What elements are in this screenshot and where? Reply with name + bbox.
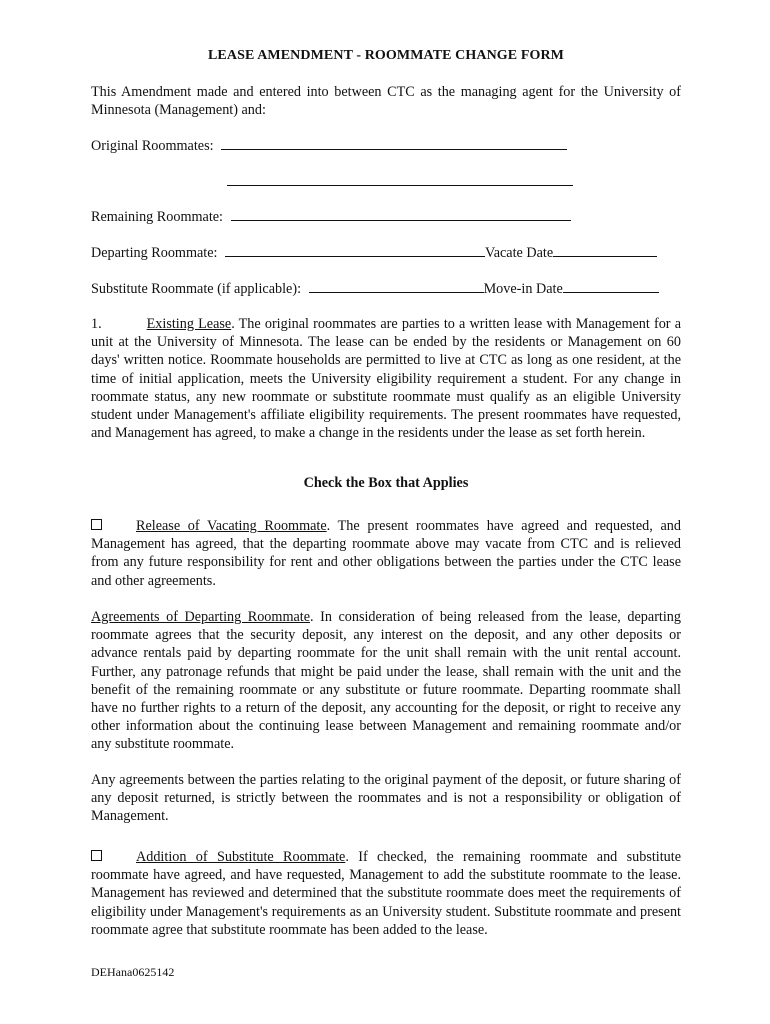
release-text: . The present roommates have agreed and requested, and Management has agreed, that the departing roommate above may vacate from CTC and is relieved from any future responsibility for rent and other obligations between the parties under the CTC lease and other agreements. — [91, 518, 681, 589]
agreements-text: . In consideration of being released from the lease, departing roommate agrees that the security deposit, any interest on the deposit, and any other deposits or advance rentals paid by departing roommate for the unit shall remain with the unit rental account. Further, any patronage refunds that might be paid under the lease, shall remain with the unit and the benefit of the remaining roommate or any substitute or future roommate. Departing roommate shall have no further rights to a return of the deposit, any accounting for the deposit, or right to receive any other information about the continuing lease between Management and remaining roommate and/or any substitute roommate. — [91, 609, 681, 753]
substitute-roommate-row — [91, 278, 659, 298]
original-roommates-label: Original Roommates: — [91, 138, 214, 154]
release-checkbox[interactable] — [91, 519, 102, 530]
original-roommates-field-2[interactable] — [227, 171, 573, 186]
agreements-heading: Agreements of Departing Roommate — [91, 609, 311, 625]
vacate-date-field[interactable] — [553, 242, 657, 257]
remaining-roommate-field[interactable] — [231, 206, 571, 221]
remaining-roommate-label: Remaining Roommate: — [91, 209, 224, 225]
vacate-date-label: Vacate Date — [485, 245, 554, 261]
footer-code: DEHana0625142 — [91, 965, 175, 979]
move-in-date-label: Move-in Date — [483, 281, 563, 297]
addition-checkbox[interactable] — [91, 850, 102, 861]
existing-lease-text: . The original roommates are parties to a written lease with Management for a unit at the University of Minnesota. The lease can be ended by the residents or Management on 60 days' written notice. Roommate households are permitted to live at CTC as long as one resident, at the time of initial application, meets the University eligibility requirement a student. For any change in roommate status, any new roommate or substitute roommate must qualify as an eligible University student under Management's affiliate eligibility requirements. The present roommates have requested, and Management has agreed, to make a change in the residents under the lease as set forth herein. — [91, 316, 681, 442]
departing-roommate-label: Departing Roommate: — [91, 245, 218, 261]
substitute-roommate-field[interactable] — [309, 278, 484, 293]
departing-roommate-field[interactable] — [225, 242, 485, 257]
section-number: 1. — [91, 316, 102, 332]
release-heading: Release of Vacating Roommate — [136, 518, 327, 534]
substitute-roommate-label: Substitute Roommate (if applicable): — [91, 281, 302, 297]
check-box-heading: Check the Box that Applies — [303, 475, 469, 491]
agreements-paragraph — [91, 608, 681, 754]
addition-text: . If checked, the remaining roommate and substitute roommate have agreed, and have requested, Management to add the substitute roommate to the lease. Management has reviewed and determined that the substitute roommate does meet the requirements of eligibility under Management's requirements as an University student. Substitute roommate and present roommate agree that substitute roommate has been added to the lease. — [91, 849, 682, 938]
original-roommates-row-2 — [227, 171, 573, 191]
deposit-note-paragraph: Any agreements between the parties relating to the original payment of the deposit, or future sharing of any deposit returned, is strictly between the roommates and is not a responsibility or obligation of Management. — [91, 772, 681, 825]
original-roommates-field[interactable] — [221, 135, 567, 150]
intro-paragraph: This Amendment made and entered into between CTC as the managing agent for the University of Minnesota (Management) and: — [91, 84, 681, 119]
release-paragraph — [91, 517, 681, 590]
departing-roommate-row — [91, 242, 657, 262]
original-roommates-row — [91, 135, 567, 155]
page-title: LEASE AMENDMENT - ROOMMATE CHANGE FORM — [207, 48, 564, 63]
existing-lease-heading: Existing Lease — [146, 316, 232, 332]
addition-paragraph — [91, 848, 681, 939]
remaining-roommate-row — [91, 206, 571, 226]
addition-heading: Addition of Substitute Roommate — [136, 849, 346, 865]
move-in-date-field[interactable] — [563, 278, 659, 293]
existing-lease-paragraph — [91, 315, 681, 442]
